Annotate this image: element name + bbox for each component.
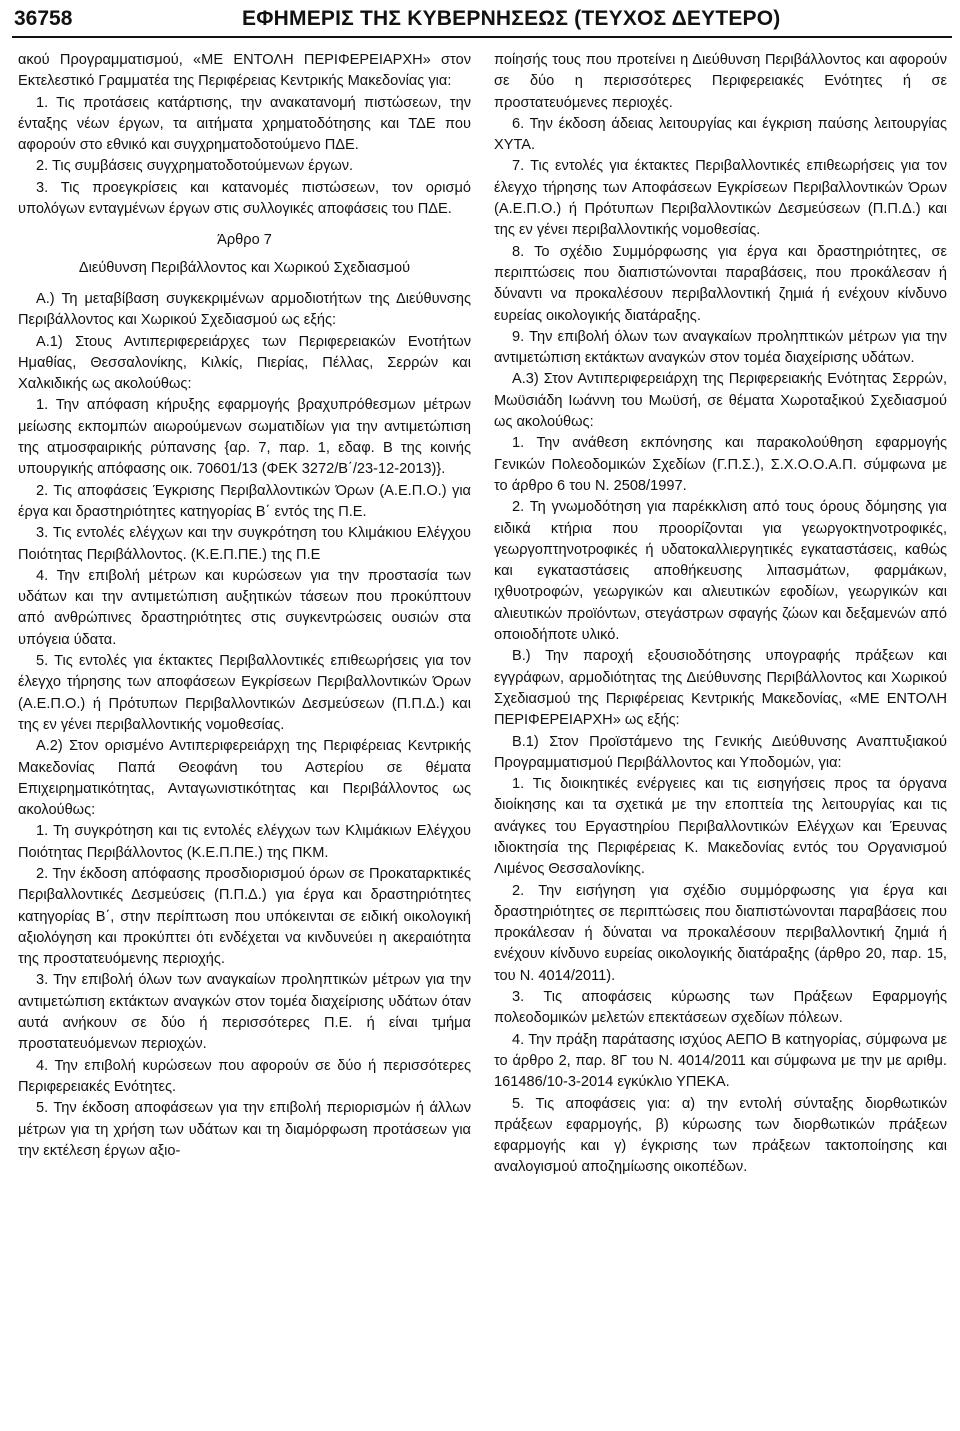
paragraph: 3. Τις αποφάσεις κύρωσης των Πράξεων Εφαρμογής πολεοδομικών μελετών επεκτάσεων σχεδίων πόλεων. bbox=[494, 989, 947, 1027]
paragraph: 1. Την ανάθεση εκπόνησης και παρακολούθηση εφαρμογής Γενικών Πολεοδομικών Σχεδίων (Γ.Π.Σ.), Σ.Χ.Ο.Ο.Α.Π. σύμφωνα με το άρθρο 6 του Ν. 2508/1997. bbox=[494, 435, 947, 494]
paragraph: 2. Την εισήγηση για σχέδιο συμμόρφωσης για έργα και δραστηριότητες σε περιπτώσεις που διαπιστώνονται παραβάσεις που προκάλεσαν ή δύναται να προκαλέσουν περιβαλλοντική ζημιά ή ενέχουν κίνδυνο ευρείας οικολογικής διατάραξης (άρθρο 20, παρ. 15, του Ν. 4014/2011). bbox=[494, 882, 947, 984]
page-header bbox=[12, 4, 952, 38]
page-number: 36758 bbox=[14, 7, 73, 30]
paragraph: 4. Την πράξη παράτασης ισχύος ΑΕΠΟ Β κατηγορίας, σύμφωνα με το άρθρο 2, παρ. 8Γ του Ν. 4014/2011 και σύμφωνα με την με αριθμ. 161486/10-3-2014 εγκύκλιο ΥΠΕΚΑ. bbox=[494, 1031, 947, 1091]
paragraph-continuation: ποίησής τους που προτείνει η Διεύθυνση Περιβάλλοντος και αφορούν σε δύο η περισσότερες Περιφερειακές Ενότητες ή σε προστατευόμενες περιοχές. bbox=[494, 52, 947, 111]
right-column bbox=[494, 50, 947, 1179]
paragraph: Α.2) Στον ορισμένο Αντιπεριφερειάρχη της Περιφέρειας Κεντρικής Μακεδονίας Παπά Θεοφάνη του Αστερίου σε θέματα Επιχειρηματικότητας, Ανταγωνιστικότητας και Περιβάλλοντος ως ακολούθως: bbox=[18, 738, 471, 819]
paragraph: 2. Τη γνωμοδότηση για παρέκκλιση από τους όρους δόμησης για ειδικά κτήρια που προορίζονται για γεωργοκτηνοτροφικές, γεωργοπτηνοτροφικές ή υδατοκαλλιεργητικές εγκαταστάσεις, καθώς και εγκαταστάσεις αποθήκευσης λιπασμάτων, φαρμάκων, ιχθυοτροφών, γεωργικών και αλιευτικών εφοδίων, γεωργικών και αλιευτικών προϊόντων, στεγάστρων σφαγής ζώων και δεξαμενών από οποιοδήποτε υλικό. bbox=[494, 499, 947, 644]
paragraph: 5. Τις αποφάσεις για: α) την εντολή σύνταξης διορθωτικών πράξεων εφαρμογής, β) κύρωσης των διορθωτικών πράξεων εφαρμογής και γ) έγκρισης των πράξεων τακτοποίησης και αναλογισμού αποζημίωσης οικοπέδων. bbox=[494, 1095, 947, 1176]
paragraph: 7. Τις εντολές για έκτακτες Περιβαλλοντικές επιθεωρήσεις για τον έλεγχο τήρησης των Αποφάσεων Εγκρίσεων Περιβαλλοντικών Όρων (Α.Ε.Π.Ο.) ή Πρότυπων Περιβαλλοντικών Δεσμεύσεων (Π.Π.Δ.) και της εν γένει περιβαλλοντικής νομοθεσίας. bbox=[494, 158, 947, 239]
paragraph: Α.) Τη μεταβίβαση συγκεκριμένων αρμοδιοτήτων της Διεύθυνσης Περιβάλλοντος και Χωρικού Σχεδιασμού ως εξής: bbox=[18, 290, 471, 329]
left-column bbox=[18, 50, 471, 1162]
paragraph: Β.1) Στον Προϊστάμενο της Γενικής Διεύθυνσης Αναπτυξιακού Προγραμματισμού Περιβάλλοντος και Υποδομών, για: bbox=[494, 733, 947, 771]
gazette-title: ΕΦΗΜΕΡΙΣ ΤΗΣ ΚΥΒΕΡΝΗΣΕΩΣ (ΤΕΥΧΟΣ ΔΕΥΤΕΡΟ) bbox=[242, 7, 781, 30]
paragraph: Β.) Την παροχή εξουσιοδότησης υπογραφής πράξεων και εγγράφων, αρμοδιότητας της Διεύθυνσης Περιβάλλοντος και Χωρικού Σχεδιασμού της Περιφέρειας Κεντρικής Μακεδονίας, «ΜΕ ΕΝΤΟΛΗ ΠΕΡΙΦΕΡΕΙΑΡΧΗ» ως εξής: bbox=[494, 648, 947, 729]
paragraph-continuation: ακού Προγραμματισμού, «ΜΕ ΕΝΤΟΛΗ ΠΕΡΙΦΕΡΕΙΑΡΧΗ» στον Εκτελεστικό Γραμματέα της Περιφέρειας Κεντρικής Μακεδονίας για: bbox=[18, 52, 471, 90]
paragraph: 3. Τις προεγκρίσεις και κατανομές πιστώσεων, τον ορισμό υπολόγων ενταγμένων έργων στις συλλογικές αποφάσεις του ΠΔΕ. bbox=[18, 179, 471, 218]
paragraph: 8. Το σχέδιο Συμμόρφωσης για έργα και δραστηριότητες, σε περιπτώσεις που διαπιστώνονται παραβάσεις, που προκάλεσαν ή δύναντι να προκαλέσουν περιβαλλοντική ζημιά ή ενέχουν κίνδυνο ευρείας οικολογικής διατάραξης. bbox=[494, 243, 947, 324]
paragraph: Α.1) Στους Αντιπεριφερειάρχες των Περιφερειακών Ενοτήτων Ημαθίας, Θεσσαλονίκης, Κιλκίς, Πιερίας, Πέλλας, Σερρών και Χαλκιδικής ως ακολούθως: bbox=[18, 333, 471, 393]
paragraph: 1. Τις προτάσεις κατάρτισης, την ανακατανομή πιστώσεων, την ένταξης νέων έργων, τα αιτήματα χρηματοδότησης και ΤΔΕ που αφορούν στο εθνικό και συγχρηματοδοτούμενο ΠΔΕ. bbox=[18, 94, 471, 154]
paragraph: 2. Τις αποφάσεις Έγκρισης Περιβαλλοντικών Όρων (Α.Ε.Π.Ο.) για έργα και δραστηριότητες κατηγορίας Β΄ εντός της Π.Ε. bbox=[18, 482, 471, 520]
paragraph: 4. Την επιβολή κυρώσεων που αφορούν σε δύο ή περισσότερες Περιφερειακές Ενότητες. bbox=[18, 1057, 471, 1095]
paragraph: 9. Την επιβολή όλων των αναγκαίων προληπτικών μέτρων για την αντιμετώπιση εκτάκτων αναγκών στον τομέα διαχείρισης υδάτων. bbox=[494, 328, 947, 367]
paragraph: Α.3) Στον Αντιπεριφερειάρχη της Περιφερειακής Ενότητας Σερρών, Μωϋσιάδη Ιωάννη του Μωϋσή, σε θέματα Χωροταξικού Σχεδιασμού ως ακολούθως: bbox=[494, 371, 947, 431]
paragraph: 1. Τις διοικητικές ενέργειες και τις εισηγήσεις προς τα όργανα διοίκησης και τα σχετικά με την εποπτεία της λειτουργίας και τις ανάγκες του Εργαστηρίου Περιβαλλοντικών Ελέγχων και Έρευνας ιδιοκτησία της Περιφέρειας Κ. Μακεδονίας εντός του Οργανισμού Λιμένος Θεσσαλονίκης. bbox=[494, 776, 947, 878]
paragraph: 2. Την έκδοση απόφασης προσδιορισμού όρων σε Προκαταρκτικές Περιβαλλοντικές Δεσμεύσεις (Π.Π.Δ.) για έργα και δραστηριότητες κατηγορίας Β΄, στην περίπτωση που υπόκεινται σε ειδική οικολογική αξιολόγηση και προκύπτει ότι ενδέχεται να κινδυνεύει η ακεραιότητα της προστατευόμενης περιοχής. bbox=[18, 865, 471, 968]
paragraph: 1. Τη συγκρότηση και τις εντολές ελέγχων των Κλιμάκιων Ελέγχου Ποιότητας Περιβάλλοντος (Κ.Ε.Π.ΠΕ.) της ΠΚΜ. bbox=[18, 823, 471, 861]
article-title: Διεύθυνση Περιβάλλοντος και Χωρικού Σχεδιασμού bbox=[78, 259, 411, 276]
paragraph: 4. Την επιβολή μέτρων και κυρώσεων για την προστασία των υδάτων και την αντιμετώπιση αυξητικών τάσεων που προκύπτουν από ανθρώπινες δραστηριότητες στις συγκεντρώσεις ουσιών στα υπόγεια ύδατα. bbox=[18, 567, 471, 648]
article-number: Άρθρο 7 bbox=[217, 232, 272, 249]
paragraph: 5. Την έκδοση αποφάσεων για την επιβολή περιορισμών ή άλλων μέτρων για τη χρήση των υδάτων και τη διαμόρφωση προτάσεων για την εκτέλεση έργων αξιο- bbox=[18, 1100, 471, 1159]
paragraph: 2. Τις συμβάσεις συγχρηματοδοτούμενων έργων. bbox=[36, 158, 354, 175]
paragraph: 3. Την επιβολή όλων των αναγκαίων προληπτικών μέτρων για την αντιμετώπιση εκτάκτων αναγκών στον τομέα διαχείρισης υδάτων όταν αυτά ανήκουν σε δύο ή περισσότερες Π.Ε. ή είναι τμήμα προστατευόμενων περιοχών. bbox=[18, 972, 471, 1053]
paragraph: 3. Τις εντολές ελέγχων και την συγκρότηση του Κλιμάκιου Ελέγχου Ποιότητας Περιβάλλοντος. (Κ.Ε.Π.ΠΕ.) της Π.Ε bbox=[18, 525, 471, 563]
paragraph: 6. Την έκδοση άδειας λειτουργίας και έγκριση παύσης λειτουργίας ΧΥΤΑ. bbox=[494, 115, 947, 154]
paragraph: 5. Τις εντολές για έκτακτες Περιβαλλοντικές επιθεωρήσεις για τον έλεγχο τήρησης των αποφάσεων Εγκρίσεων Περιβαλλοντικών Όρων (Α.Ε.Π.Ο.) ή Πρότυπων Περιβαλλοντικών Δεσμεύσεων (Π.Π.Δ.) και της εν γένει περιβαλλοντικής νομοθεσίας. bbox=[18, 653, 471, 733]
paragraph: 1. Την απόφαση κήρυξης εφαρμογής βραχυπρόθεσμων μέτρων μείωσης εκπομπών αιωρούμενων σωματιδίων για την αντιμετώπιση της ατμοσφαιρικής ρύπανσης {αρ. 7, παρ. 1, εδαφ. Β της κοινής υπουργικής απόφασης οικ. 70601/13 (ΦΕΚ 3272/Β΄/23-12-2013)}. bbox=[18, 397, 471, 478]
